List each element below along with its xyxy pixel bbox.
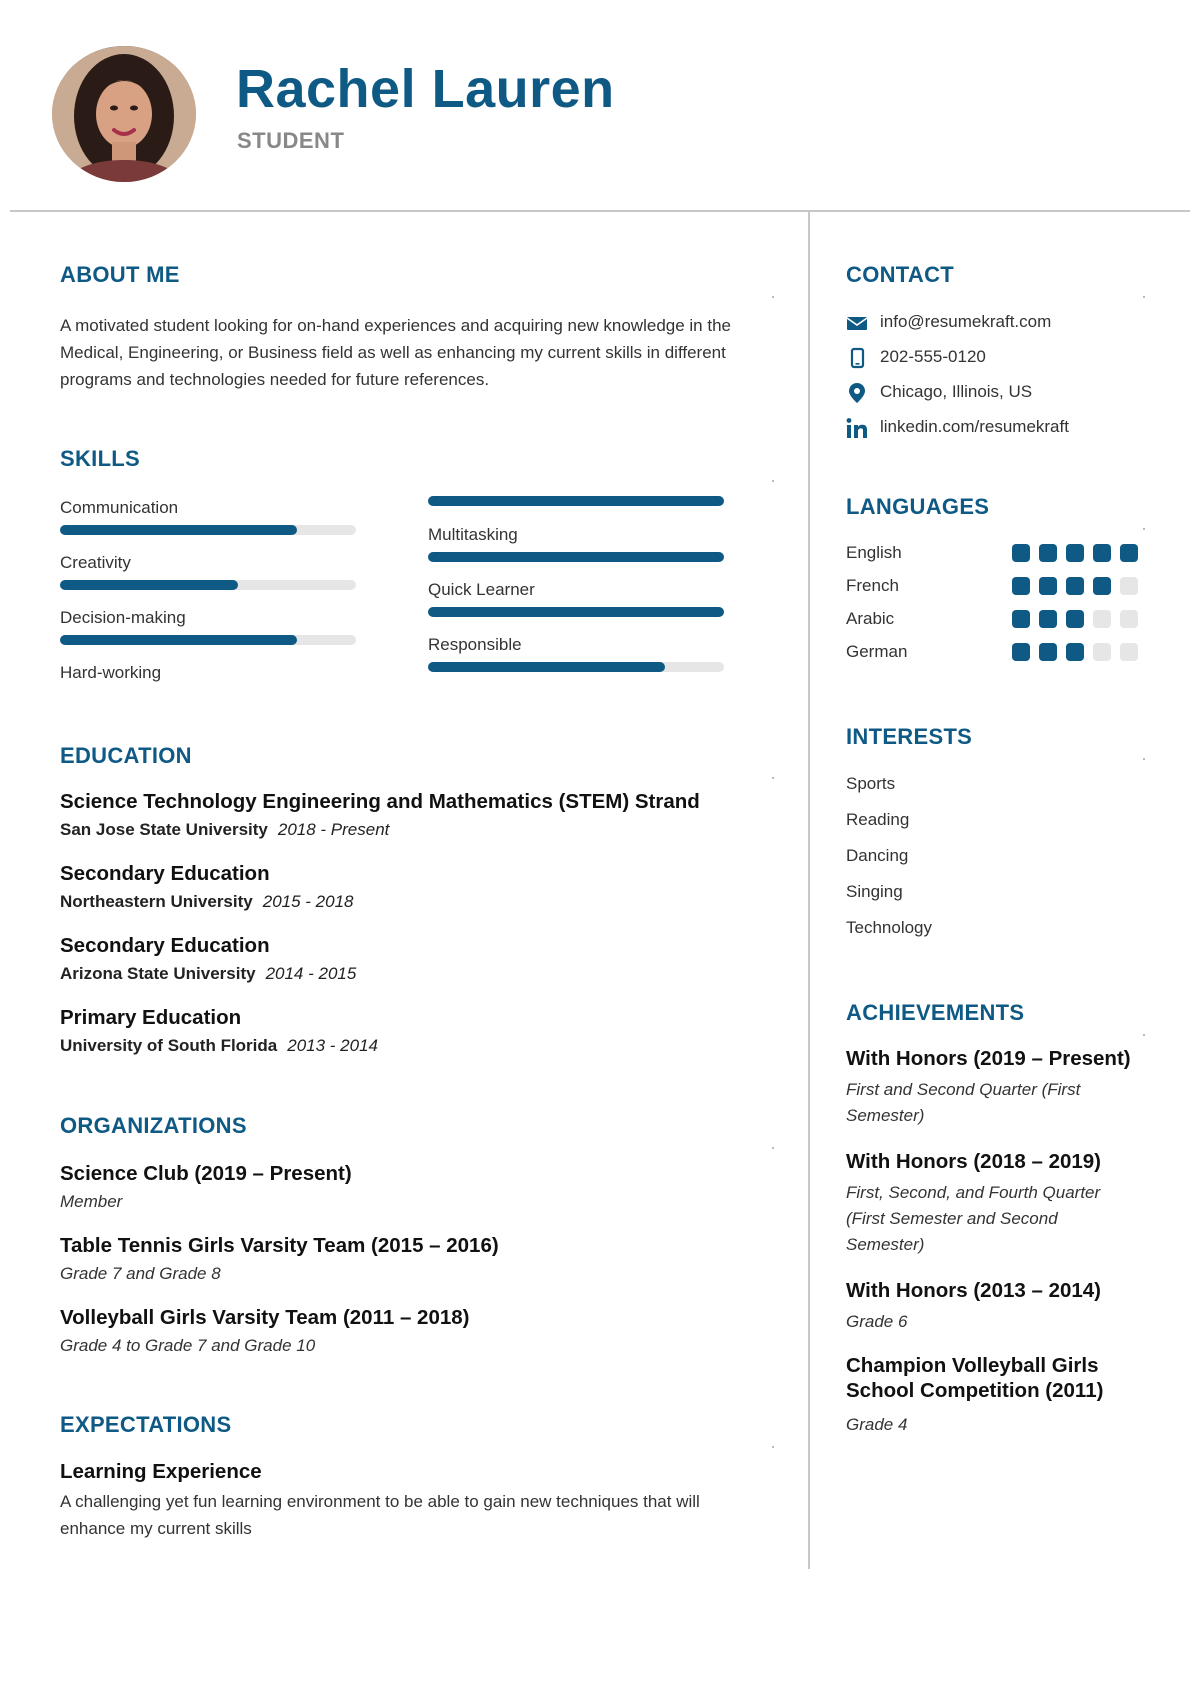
language-name: French (846, 576, 899, 595)
envelope-icon (846, 312, 868, 334)
contact-linkedin-text: linkedin.com/resumekraft (880, 417, 1069, 436)
language-level (1012, 643, 1138, 661)
education-dates: 2018 - Present (277, 820, 390, 839)
skill-bar-track (428, 662, 724, 672)
section-dot (772, 480, 774, 482)
language-dot-filled (1039, 544, 1057, 562)
achievement-detail: First, Second, and Fourth Quarter (First Semester and Second Semester) (846, 1183, 1101, 1254)
skill-label: Decision-making (60, 608, 186, 627)
language-arabic (846, 607, 1146, 631)
language-dot-empty (1120, 610, 1138, 628)
language-dot-filled (1066, 544, 1084, 562)
language-dot-filled (1012, 544, 1030, 562)
organization-detail: Grade 7 and Grade 8 (60, 1264, 221, 1283)
achievement-title: With Honors (2013 – 2014) (846, 1279, 1102, 1302)
section-dot (772, 1147, 774, 1149)
profile-photo-art (52, 46, 196, 182)
education-school: University of South Florida (60, 1036, 278, 1055)
language-dot-filled (1066, 643, 1084, 661)
achievement-detail: Grade 4 (846, 1415, 908, 1434)
skill-bar-fill (428, 662, 665, 672)
skill-bar-track (60, 580, 356, 590)
candidate-role: STUDENT (237, 128, 345, 153)
linkedin-icon (846, 417, 868, 439)
language-level (1012, 544, 1138, 562)
skill-bar-fill (428, 607, 724, 617)
language-dot-empty (1093, 610, 1111, 628)
language-english (846, 541, 1146, 565)
skill-label: Creativity (60, 553, 131, 572)
language-german (846, 640, 1146, 664)
skill-label: Quick Learner (428, 580, 535, 599)
column-divider (808, 211, 810, 1569)
language-dot-filled (1039, 643, 1057, 661)
expectation-title: Learning Experience (60, 1460, 262, 1483)
section-dot (1143, 528, 1145, 530)
organization-detail: Member (60, 1192, 123, 1211)
language-name: Arabic (846, 609, 895, 628)
section-dot (1143, 296, 1145, 298)
achievements-title: ACHIEVEMENTS (846, 1000, 1025, 1025)
language-dot-filled (1012, 643, 1030, 661)
achievement-detail: First and Second Quarter (First Semester) (846, 1080, 1081, 1125)
skill-bar-fill (60, 635, 297, 645)
education-meta (60, 1036, 378, 1056)
expectation-text: A challenging yet fun learning environment to be able to gain new techniques that will enhance my current skills (60, 1492, 700, 1538)
skill-bar-fill (60, 580, 238, 590)
about-title: ABOUT ME (60, 262, 180, 287)
organization-name: Volleyball Girls Varsity Team (2011 – 2018) (60, 1306, 470, 1329)
skill-bar-fill (428, 496, 724, 506)
organization-detail: Grade 4 to Grade 7 and Grade 10 (60, 1336, 316, 1355)
language-dot-empty (1093, 643, 1111, 661)
language-dot-filled (1093, 544, 1111, 562)
language-dot-filled (1066, 577, 1084, 595)
organizations-title: ORGANIZATIONS (60, 1113, 247, 1138)
language-dot-filled (1120, 544, 1138, 562)
contact-phone-text: 202-555-0120 (880, 347, 986, 366)
skill-label: Responsible (428, 635, 522, 654)
skill-label: Communication (60, 498, 179, 517)
education-meta (60, 820, 389, 840)
education-title: EDUCATION (60, 743, 192, 768)
section-dot (1143, 758, 1145, 760)
education-meta (60, 892, 353, 912)
organization-name: Table Tennis Girls Varsity Team (2015 – 2016) (60, 1234, 499, 1257)
language-level (1012, 610, 1138, 628)
interest-item: Technology (846, 918, 933, 937)
section-dot (772, 1446, 774, 1448)
skill-bar-track (428, 607, 724, 617)
contact-email-text: info@resumekraft.com (880, 312, 1052, 331)
phone-icon (846, 347, 868, 369)
about-text: A motivated student looking for on-hand experiences and acquiring new knowledge in the Medical, Engineering, or Business field as well as enhancing my current skills in different programs and technologies needed for future references. (60, 316, 731, 389)
education-dates: 2014 - 2015 (265, 964, 357, 983)
skill-bar-fill (428, 552, 724, 562)
skill-label: Hard-working (60, 663, 162, 682)
education-degree: Secondary Education (60, 934, 270, 957)
organization-name: Science Club (2019 – Present) (60, 1162, 352, 1185)
section-dot (772, 777, 774, 779)
profile-photo (52, 46, 196, 182)
header-divider (10, 210, 1190, 212)
achievement-title: Champion Volleyball Girls School Competition (2011) (846, 1354, 1104, 1402)
education-dates: 2015 - 2018 (262, 892, 354, 911)
education-school: Arizona State University (60, 964, 256, 983)
language-dot-filled (1012, 610, 1030, 628)
achievement-title: With Honors (2019 – Present) (846, 1047, 1131, 1070)
education-degree: Primary Education (60, 1006, 242, 1029)
language-dot-filled (1039, 577, 1057, 595)
language-dot-filled (1039, 610, 1057, 628)
interest-item: Dancing (846, 846, 909, 865)
language-dot-filled (1066, 610, 1084, 628)
contact-title: CONTACT (846, 262, 955, 287)
language-dot-empty (1120, 643, 1138, 661)
interest-item: Sports (846, 774, 896, 793)
skill-label: Multitasking (428, 525, 518, 544)
language-dot-filled (1093, 577, 1111, 595)
skill-bar-track (60, 635, 356, 645)
achievement-title: With Honors (2018 – 2019) (846, 1150, 1102, 1173)
skill-bar-fill (60, 525, 297, 535)
language-dot-empty (1120, 577, 1138, 595)
language-dot-filled (1012, 577, 1030, 595)
skill-bar-track (60, 525, 356, 535)
education-degree: Secondary Education (60, 862, 270, 885)
education-meta (60, 964, 356, 984)
skills-title: SKILLS (60, 446, 141, 471)
skill-bar-track (428, 552, 724, 562)
language-level (1012, 577, 1138, 595)
interests-title: INTERESTS (846, 724, 973, 749)
education-school: Northeastern University (60, 892, 253, 911)
education-dates: 2013 - 2014 (287, 1036, 378, 1055)
resume-header (0, 0, 1200, 210)
expectations-title: EXPECTATIONS (60, 1412, 232, 1437)
contact-location-text: Chicago, Illinois, US (880, 382, 1033, 401)
language-name: German (846, 642, 908, 661)
language-french (846, 574, 1146, 598)
section-dot (772, 296, 774, 298)
language-name: English (846, 543, 902, 562)
skill-bar-track-hard-working (428, 496, 724, 506)
education-school: San Jose State University (60, 820, 268, 839)
section-dot (1143, 1034, 1145, 1036)
candidate-name: Rachel Lauren (236, 59, 615, 119)
interest-item: Reading (846, 810, 910, 829)
interest-item: Singing (846, 882, 903, 901)
achievement-detail: Grade 6 (846, 1312, 908, 1331)
location-pin-icon (846, 382, 868, 404)
education-degree: Science Technology Engineering and Mathematics (STEM) Strand (60, 790, 700, 813)
languages-title: LANGUAGES (846, 494, 990, 519)
